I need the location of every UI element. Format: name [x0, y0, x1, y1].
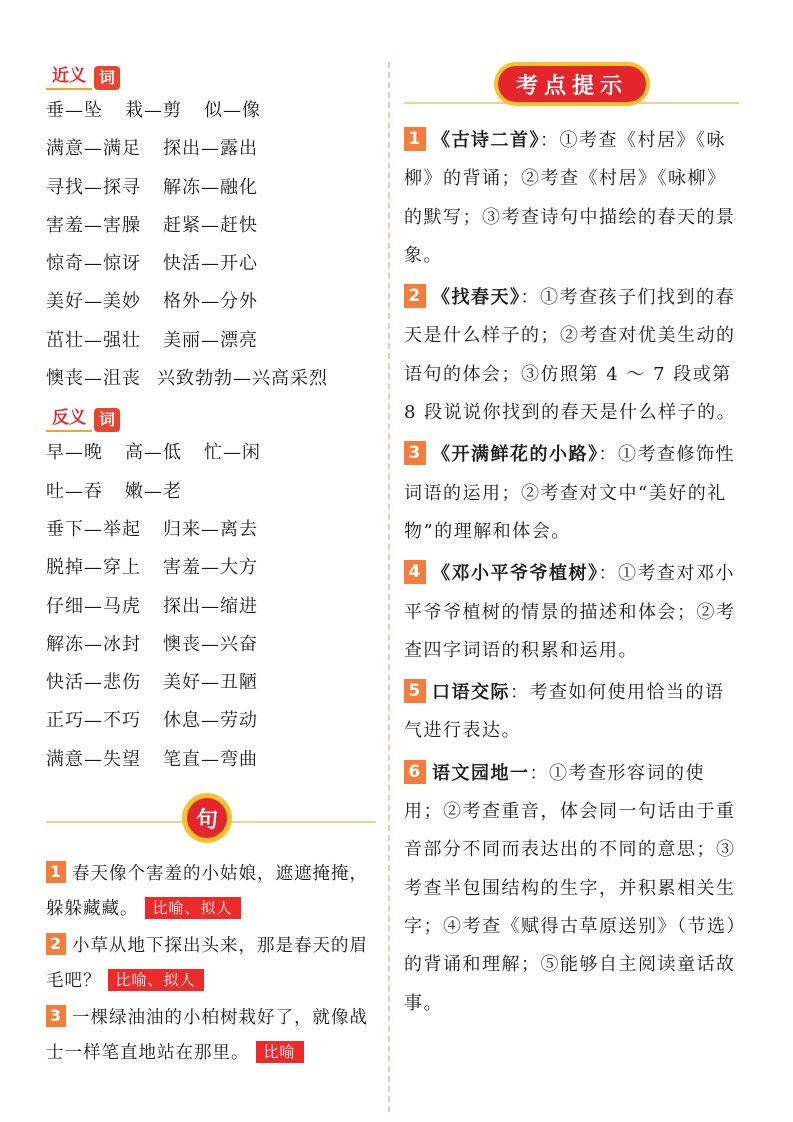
word-pair: 害羞—害臊 [46, 214, 141, 236]
word-pair: 脱掉—穿上 [46, 557, 141, 579]
key-point-item [404, 755, 739, 1023]
sentence-text: 春天像个害羞的小姑娘，遮遮掩掩，躲躲藏藏。 [46, 864, 368, 920]
antonyms-label-word: 词 [94, 408, 120, 432]
key-point-number: 2 [404, 284, 426, 308]
key-point-item [404, 279, 739, 432]
word-pair: 美好—丑陋 [163, 672, 258, 694]
right-column [404, 60, 739, 1023]
synonyms-label-text: 近义 [46, 64, 92, 90]
word-pair: 美丽—漂亮 [163, 329, 258, 351]
word-pair: 满意—失望 [46, 748, 141, 770]
key-point-item [404, 122, 739, 275]
key-point-item [404, 436, 739, 551]
word-pair: 解冻—冰封 [46, 633, 141, 655]
word-pair: 似—像 [204, 100, 261, 121]
sentence-text: 小草从地下探出头来，那是春天的眉毛吧？ [46, 936, 368, 992]
rhetoric-tag: 比喻 [256, 1041, 304, 1063]
rhetoric-tag: 比喻、拟人 [108, 969, 204, 991]
left-column [46, 60, 376, 1071]
synonym-row [46, 169, 376, 207]
synonyms-label [46, 60, 376, 90]
word-pair: 栽—剪 [125, 100, 182, 121]
sentence-badge-text: 句 [187, 798, 227, 838]
key-points-badge-text: 考点提示 [498, 66, 646, 102]
antonym-row [46, 434, 376, 472]
word-pair: 正巧—不巧 [46, 710, 141, 732]
key-point-item [404, 674, 739, 751]
antonym-row [46, 626, 376, 664]
synonym-row [46, 360, 376, 398]
key-point-title: 《古诗二首》 [432, 130, 540, 151]
antonym-row [46, 702, 376, 740]
antonyms-list [46, 434, 376, 779]
key-point-number: 1 [404, 127, 426, 151]
word-pair: 归来—离去 [163, 518, 258, 540]
key-point-text: ：①考查孩子们找到的春天是什么样子的；②考查对优美生动的语句的体会；③仿照第 4 ～ 7 段或第 8 段说说你找到的春天是什么样子的。 [404, 287, 737, 424]
sentence-number: 1 [46, 861, 66, 883]
key-point-number: 6 [404, 760, 426, 784]
sentence-text: 一棵绿油油的小柏树栽好了，就像战士一样笔直地站在那里。 [46, 1008, 368, 1064]
word-pair: 寻找—探寻 [46, 176, 141, 198]
antonyms-label [46, 402, 376, 432]
sentence-item [46, 929, 376, 999]
antonym-row [46, 473, 376, 511]
word-pair: 快活—悲伤 [46, 672, 141, 694]
word-pair: 休息—劳动 [163, 710, 258, 732]
key-point-title: 语文园地一 [432, 762, 530, 784]
antonyms-label-text: 反义 [46, 406, 92, 432]
antonym-row [46, 588, 376, 626]
word-pair: 快活—开心 [163, 253, 258, 275]
word-pair: 仔细—马虎 [46, 595, 141, 617]
key-point-text: ：①考查《村居》《咏柳》的背诵；②考查《村居》《咏柳》的默写；③考查诗句中描绘的春天的景象。 [404, 130, 736, 266]
word-pair: 探出—缩进 [163, 595, 258, 617]
rhetoric-tag: 比喻、拟人 [145, 897, 241, 919]
sentence-item [46, 857, 376, 927]
key-point-text: ：考查如何使用恰当的语气进行表达。 [404, 682, 725, 742]
antonym-row [46, 511, 376, 549]
sentence-section-header [46, 785, 376, 847]
word-pair: 高—低 [125, 442, 182, 464]
synonym-row [46, 245, 376, 283]
key-point-item [404, 555, 739, 670]
word-pair: 解冻—融化 [163, 176, 258, 198]
word-pair: 惊奇—惊讶 [46, 253, 141, 275]
sentence-item [46, 1001, 376, 1071]
word-pair: 垂下—举起 [46, 518, 141, 540]
antonym-row [46, 549, 376, 587]
synonym-row [46, 92, 376, 130]
word-pair: 懊丧—兴奋 [163, 633, 258, 655]
sentence-number: 3 [46, 1005, 66, 1027]
word-pair: 兴致勃勃—兴高采烈 [157, 368, 328, 390]
key-point-text: ：①考查修饰性词语的运用；②考查对文中“美好的礼物”的理解和体会。 [404, 444, 735, 542]
key-point-title: 《找春天》 [432, 287, 521, 309]
word-pair: 茁壮—强壮 [46, 329, 141, 351]
key-point-title: 《开满鲜花的小路》 [432, 444, 599, 466]
synonym-row [46, 130, 376, 168]
antonym-row [46, 741, 376, 779]
key-point-title: 《邓小平爷爷植树》 [432, 563, 599, 585]
key-points-header [404, 60, 739, 112]
word-pair: 忙—闲 [204, 442, 261, 464]
word-pair: 赶紧—赶快 [163, 214, 258, 236]
key-point-text: ：①考查形容词的使用；②考查重音，体会同一句话由于重音部分不同而表达出的不同的意思；③考查半包围结构的生字，并积累相关生字；④考查《赋得古草原送别》（节选）的背诵和理解；⑤能够自主阅读童话故事。 [404, 762, 737, 1014]
word-pair: 美好—美妙 [46, 291, 141, 313]
synonyms-label-word: 词 [94, 66, 120, 90]
word-pair: 害羞—大方 [163, 557, 258, 579]
word-pair: 探出—露出 [163, 138, 258, 160]
word-pair: 垂—坠 [46, 100, 103, 121]
key-point-text: ：①考查对邓小平爷爷植树的情景的描述和体会；②考查四字词语的积累和运用。 [404, 563, 736, 661]
key-point-title: 口语交际 [432, 682, 510, 704]
sentence-badge [182, 793, 232, 843]
key-point-number: 5 [404, 679, 426, 703]
word-pair: 吐—吞 [46, 480, 103, 502]
synonym-row [46, 283, 376, 321]
word-pair: 笔直—弯曲 [163, 748, 258, 770]
word-pair: 早—晚 [46, 442, 103, 464]
sentence-number: 2 [46, 933, 66, 955]
word-pair: 格外—分外 [163, 291, 258, 313]
word-pair: 懊丧—沮丧 [46, 368, 141, 390]
word-pair: 嫩—老 [125, 480, 182, 502]
column-divider [388, 62, 390, 1112]
synonym-row [46, 207, 376, 245]
antonym-row [46, 664, 376, 702]
key-point-number: 4 [404, 560, 426, 584]
key-point-number: 3 [404, 441, 426, 465]
synonym-row [46, 322, 376, 360]
synonyms-list [46, 92, 376, 398]
word-pair: 满意—满足 [46, 138, 141, 160]
key-points-badge [494, 62, 650, 106]
